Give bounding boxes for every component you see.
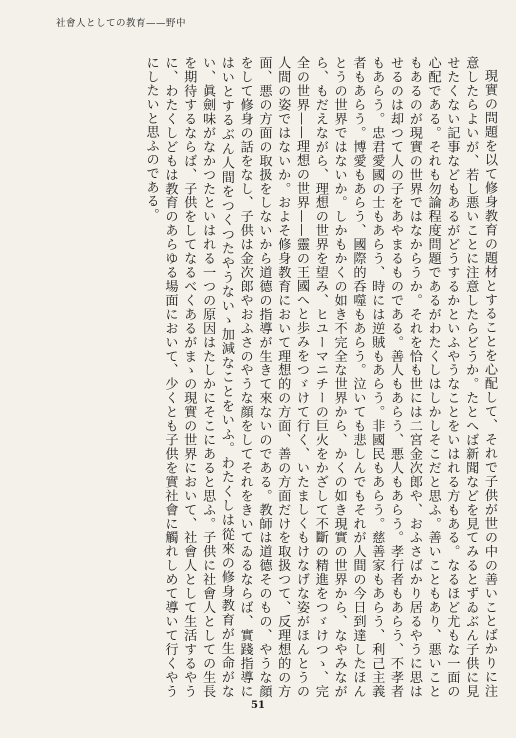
page-number: 51: [251, 700, 265, 711]
paragraph: 現實の問題を以て修身教育の題材とすることを心配して、それで子供が世の中の善いことばかりに注意したらよいが、若し悪いことに注意したらどうか。たとへば新聞などを見てみるとずゐぶん子供に見せたくない記事などもあるがどうするかといふやうなことをいはれる方もある。なるほど尤もな一面の心配である。それも勿論程度問題であるがわたくしはしかしそこだと思ふ。善いこともあり、悪いこともあるのが現實の世界ではなからうか。それを恰も世には二宮金次郎や、おふさばかり居るやうに思はせるのは却つて人の子をあやまるものである。善人もあらう、悪人もあらう。孝行者もあらう、不孝者もあらう。忠君愛國の士もあらう、時には逆賊もあらう。非國民もあらう。慈善家もあらう、利己主義者もあらう。博愛もあらう、國際的呑噬もあらう。泣いても悲しんでもそれが人間の今日到達したほんとうの世界ではないか。しかもかくの如き不完全な世界から、かくの如き現實の世界から、なやみながら、もだえながら、理想の世界を望み、ヒユーマニチーの巨火をかざして不斷の精進をつゞけつゝ、完全の世界——理想の世界——靈の王國へと歩みをつゞけて行く、いたましくもけなげな姿がほんとうの人間の姿ではないか。およそ修身教育において理想的の方面、善の方面だけを取扱つて、反理想的の方面、悪の方面の取扱をしないから道德の指導が生きて來ないのである。教師は道德そのもの、やうな顔をして修身の話をなし、子供は金次郎やおふさのやうな顔をしてそれをきいてゐるならば、實踐指導にはいとするぶん人間をつくつたやうないゝ加減なことをいふ。わたくしは從來の修身教育が生命がない、眞劍味がなかつたといはれる一つの原因はたしかにそこにあると思ふ。子供に社會人としての生長を期待するならば、子供をしてなるべくあるがまゝの現實の世界において、社會人として生活するやうに、わたくしどもは教育のあらゆる場面において、少くとも子供を實社會に觸れしめて導いて行くやうにしたいと思ふのである。: [143, 56, 497, 698]
running-header: 社會人としての教育——野中: [56, 18, 187, 29]
body-text: [28, 56, 498, 698]
